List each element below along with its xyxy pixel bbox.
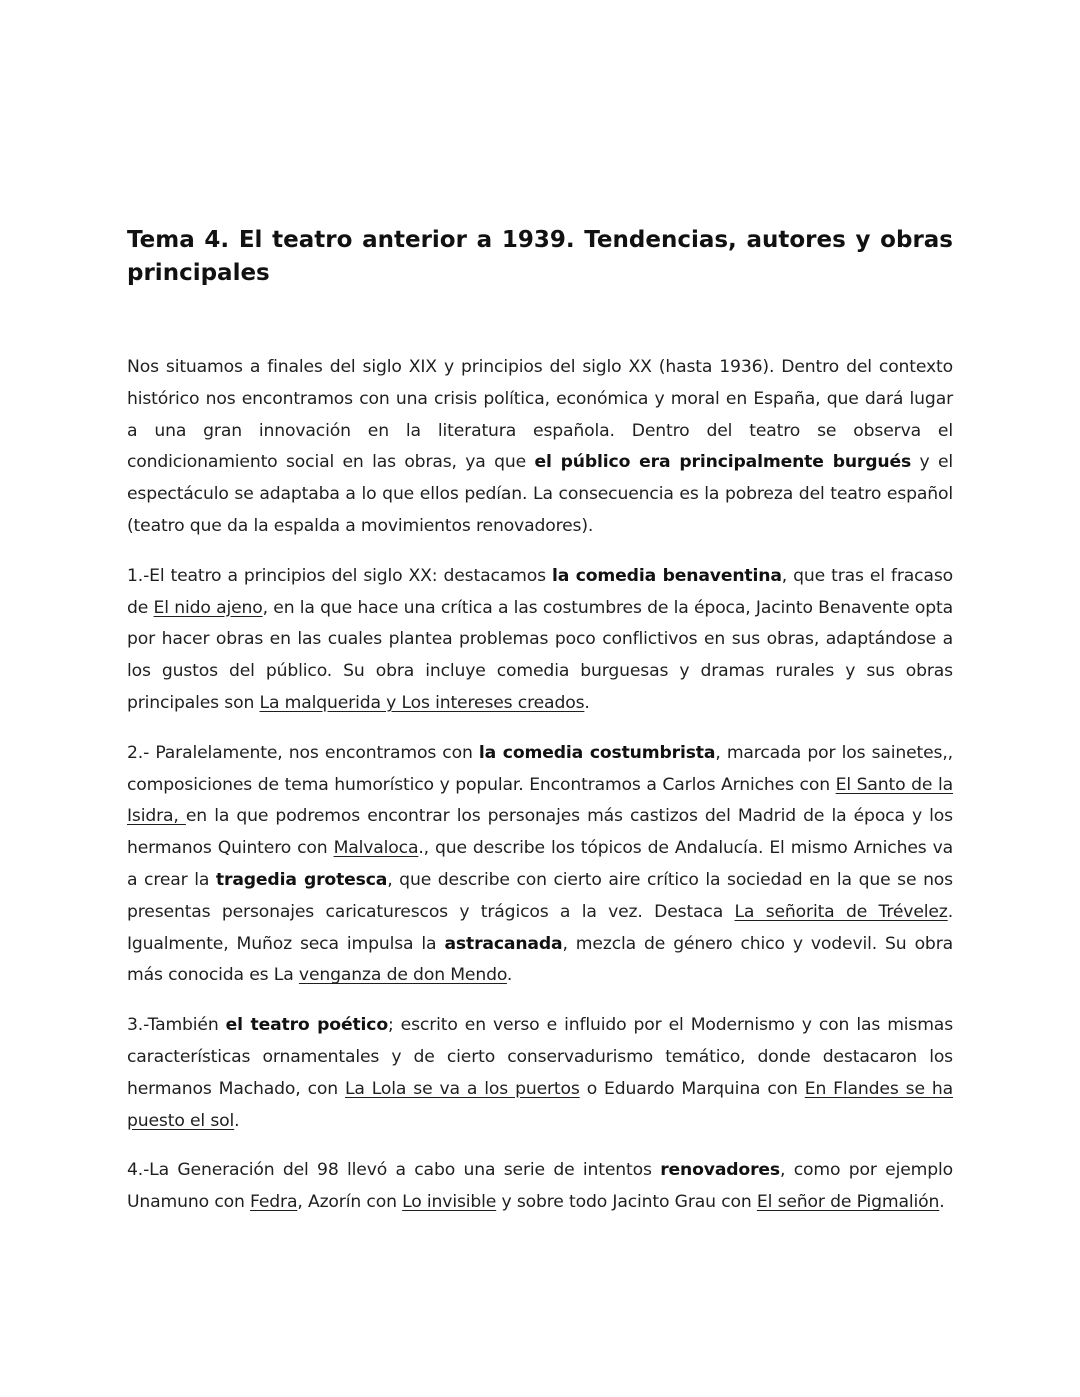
- bold-term: renovadores: [660, 1160, 780, 1181]
- text-segment: en la que podremos encontrar los personajes más castizos del Madrid de la época y los hermanos Quintero con: [127, 806, 953, 859]
- document-page: [127, 224, 953, 1237]
- text-segment: , marcada por los sainetes,, composiciones de tema humorístico y popular. Encontramos a Carlos Arniches con: [127, 742, 953, 795]
- text-segment: y sobre todo Jacinto Grau con: [496, 1192, 757, 1213]
- work-title: Lo invisible: [402, 1192, 497, 1213]
- work-title: Fedra: [250, 1192, 298, 1213]
- bold-term: la comedia costumbrista: [478, 742, 716, 763]
- bold-term: astracanada: [444, 933, 563, 954]
- bold-term: la comedia benaventina: [551, 565, 782, 586]
- work-title: venganza de don Mendo: [298, 965, 507, 986]
- text-segment: , que tras el fracaso de: [127, 565, 953, 618]
- paragraph-intro: [127, 352, 953, 543]
- text-segment: , en la que hace una crítica a las costumbres de la época, Jacinto Benavente opta por hacer obras en las cuales plantea problemas poco conflictivos en sus obras, adaptándose a los gustos del público. Su obra incluye comedia burguesas y dramas rurales y sus obras principales son: [127, 597, 954, 713]
- text-segment: , como por ejemplo Unamuno con: [127, 1160, 953, 1213]
- bold-term: tragedia grotesca: [215, 869, 388, 890]
- text-segment: ., que describe los tópicos de Andalucía. El mismo Arniches va a crear la: [127, 838, 953, 890]
- work-title: El Santo de la Isidra,: [127, 774, 953, 827]
- work-title: El nido ajeno: [153, 597, 263, 618]
- bold-term: el teatro poético: [225, 1015, 388, 1036]
- work-title: En Flandes se ha puesto el sol: [127, 1078, 954, 1131]
- page-title: Tema 4. El teatro anterior a 1939. Tendencias, autores y obras principales: [127, 227, 953, 286]
- bold-term: el público era principalmente burgués: [534, 452, 912, 473]
- work-title: La señorita de Trévelez: [734, 901, 948, 922]
- text-segment: .: [234, 1110, 240, 1131]
- paragraph-teatro-poetico: [127, 1010, 953, 1137]
- text-segment: 2.- Paralelamente, nos encontramos con: [127, 742, 479, 763]
- text-segment: ; escrito en verso e influido por el Modernismo y con las mismas características ornamentales y de cierto conservadurismo temático, donde destacaron los hermanos Machado, con: [127, 1015, 953, 1099]
- work-title: La malquerida y Los intereses creados: [259, 692, 585, 713]
- work-title: La Lola se va a los puertos: [345, 1078, 580, 1099]
- text-segment: .: [939, 1192, 945, 1213]
- text-segment: .: [584, 692, 590, 713]
- work-title: El señor de Pigmalión: [756, 1192, 940, 1213]
- text-segment: 1.-El teatro a principios del siglo XX: destacamos: [127, 565, 552, 586]
- text-segment: 3.-También: [127, 1015, 226, 1036]
- paragraph-comedia-benaventina: [127, 561, 953, 720]
- paragraph-comedia-costumbrista: [127, 738, 953, 992]
- text-segment: . Igualmente, Muñoz seca impulsa la: [127, 901, 954, 954]
- text-segment: , mezcla de género chico y vodevil. Su obra más conocida es La: [127, 933, 953, 986]
- text-segment: , que describe con cierto aire crítico la sociedad en la que se nos presentas personajes caricaturescos y trágicos a la vez. Destaca: [127, 869, 953, 922]
- text-segment: , Azorín con: [297, 1192, 403, 1213]
- text-segment: o Eduardo Marquina con: [579, 1078, 805, 1099]
- text-segment: .: [506, 965, 513, 986]
- paragraph-generacion-98: [127, 1155, 953, 1219]
- text-segment: Nos situamos a finales del siglo XIX y principios del siglo XX (hasta 1936). Dentro del contexto histórico nos encontramos con una crisis política, económica y moral en España, que dará lugar a una gran innovación en la literatura española. Dentro del teatro se observa el condicionamiento social en las obras, ya que: [127, 357, 953, 473]
- work-title: Malvaloca: [333, 838, 419, 859]
- text-segment: 4.-La Generación del 98 llevó a cabo una serie de intentos: [127, 1160, 661, 1181]
- text-segment: y el espectáculo se adaptaba a lo que ellos pedían. La consecuencia es la pobreza del teatro español (teatro que da la espalda a movimientos renovadores).: [127, 452, 954, 536]
